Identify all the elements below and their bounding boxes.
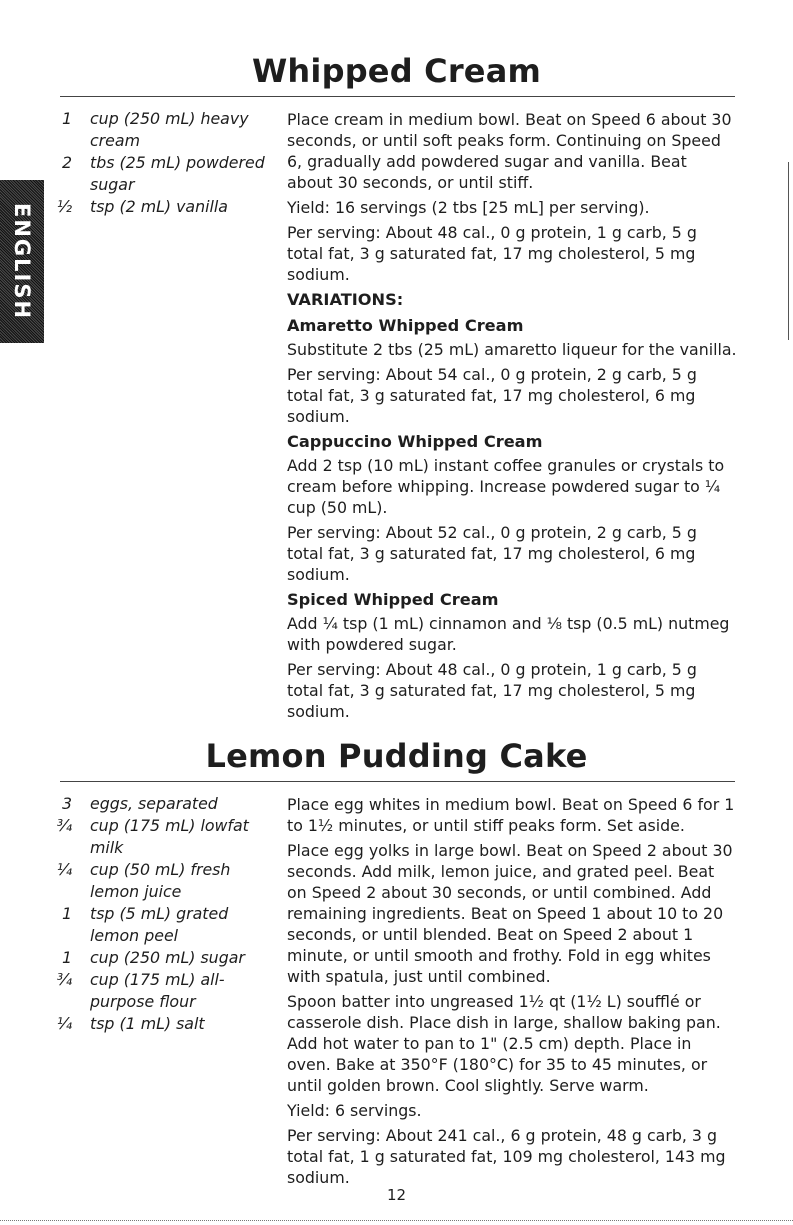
ingredient-item <box>38 196 268 218</box>
variation-text: Add ¼ tsp (1 mL) cinnamon and ⅛ tsp (0.5 mL) nutmeg with powdered sugar. <box>287 614 730 654</box>
ingredient-qty: 1 <box>61 948 72 967</box>
ingredient-item <box>38 903 268 947</box>
variation-nutrition: Per serving: About 52 cal., 0 g protein, 2 g carb, 5 g total fat, 3 g saturated fat, 17 mg cholesterol, 6 mg sodium. <box>287 523 697 584</box>
yield-text: Yield: 6 servings. <box>287 1101 422 1120</box>
method-paragraph: Spoon batter into ungreased 1½ qt (1½ L) soufflé or casserole dish. Place dish in large, shallow baking pan. Add hot water to pan to 1" (2.5 cm) depth. Place in oven. Bake at 350°F (180°C) for 35 to 45 minutes, or until golden brown. Cool slightly. Serve warm. <box>287 992 721 1095</box>
ingredient-item <box>38 108 268 152</box>
ingredient-qty: ½ <box>56 197 72 216</box>
lemon-pudding-cake-rule <box>60 781 735 782</box>
lemon-pudding-cake-method <box>287 794 737 1192</box>
variation-text: Add 2 tsp (10 mL) instant coffee granules or crystals to cream before whipping. Increase powdered sugar to ¼ cup (50 mL). <box>287 456 725 517</box>
ingredient-text: eggs, separated <box>90 794 218 813</box>
ingredient-qty: ¾ <box>56 970 72 989</box>
whipped-cream-method <box>287 109 737 726</box>
ingredient-text: tbs (25 mL) powdered sugar <box>90 153 265 194</box>
whipped-cream-ingredients <box>38 108 268 218</box>
ingredient-text: cup (250 mL) heavy cream <box>90 109 249 150</box>
nutrition-text: Per serving: About 241 cal., 6 g protein, 48 g carb, 3 g total fat, 1 g saturated fat, 109 mg cholesterol, 143 mg sodium. <box>287 1126 726 1187</box>
method-paragraph: Place cream in medium bowl. Beat on Speed 6 about 30 seconds, or until soft peaks form. Continuing on Speed 6, gradually add powdered sugar and vanilla. Beat about 30 seconds, or until stiff. <box>287 110 732 192</box>
variations-heading: VARIATIONS: <box>287 290 404 309</box>
variation-title: Cappuccino Whipped Cream <box>287 432 543 451</box>
ingredient-item <box>38 969 268 1013</box>
whipped-cream-title: Whipped Cream <box>251 52 542 90</box>
ingredient-item <box>38 947 268 969</box>
ingredient-qty: 1 <box>61 904 72 923</box>
whipped-cream-rule <box>60 96 735 97</box>
ingredient-item <box>38 793 268 815</box>
ingredient-item <box>38 152 268 196</box>
variation-nutrition: Per serving: About 48 cal., 0 g protein, 1 g carb, 5 g total fat, 3 g saturated fat, 17 mg cholesterol, 5 mg sodium. <box>287 660 697 721</box>
nutrition-text: Per serving: About 48 cal., 0 g protein, 1 g carb, 5 g total fat, 3 g saturated fat, 17 mg cholesterol, 5 mg sodium. <box>287 223 697 284</box>
ingredient-text: tsp (5 mL) grated lemon peel <box>90 904 229 945</box>
ingredient-qty: 2 <box>61 153 72 172</box>
lemon-pudding-cake-ingredients <box>38 793 268 1035</box>
ingredient-qty: ¼ <box>56 860 72 879</box>
ingredient-qty: ¼ <box>56 1014 72 1033</box>
yield-text: Yield: 16 servings (2 tbs [25 mL] per serving). <box>287 198 650 217</box>
bottom-dotted-rule <box>0 1220 793 1221</box>
page-number: 12 <box>386 1186 407 1204</box>
ingredient-qty: 1 <box>61 109 72 128</box>
method-paragraph: Place egg whites in medium bowl. Beat on Speed 6 for 1 to 1½ minutes, or until stiff peaks form. Set aside. <box>287 795 735 835</box>
language-tab-label: ENGLISH <box>10 202 34 321</box>
ingredient-qty: 3 <box>61 794 72 813</box>
variation-title: Amaretto Whipped Cream <box>287 316 524 335</box>
variation-title: Spiced Whipped Cream <box>287 590 499 609</box>
variation-text: Substitute 2 tbs (25 mL) amaretto liqueur for the vanilla. <box>287 340 737 359</box>
ingredient-item <box>38 859 268 903</box>
variation-nutrition: Per serving: About 54 cal., 0 g protein, 2 g carb, 5 g total fat, 3 g saturated fat, 17 mg cholesterol, 6 mg sodium. <box>287 365 697 426</box>
lemon-pudding-cake-title: Lemon Pudding Cake <box>205 737 588 775</box>
ingredient-item <box>38 815 268 859</box>
ingredient-qty: ¾ <box>56 816 72 835</box>
ingredient-text: tsp (1 mL) salt <box>90 1014 205 1033</box>
ingredient-text: cup (50 mL) fresh lemon juice <box>90 860 231 901</box>
ingredient-text: cup (175 mL) all-purpose flour <box>90 970 225 1011</box>
ingredient-text: cup (175 mL) lowfat milk <box>90 816 249 857</box>
ingredient-item <box>38 1013 268 1035</box>
margin-line <box>788 162 789 340</box>
method-paragraph: Place egg yolks in large bowl. Beat on Speed 2 about 30 seconds. Add milk, lemon juice, and grated peel. Beat on Speed 2 about 30 seconds, or until combined. Add remaining ingredients. Beat on Speed 1 about 10 to 20 seconds, or until blended. Beat on Speed 2 about 1 minute, or until smooth and frothy. Fold in egg whites with spatula, just until combined. <box>287 841 733 986</box>
ingredient-text: tsp (2 mL) vanilla <box>90 197 228 216</box>
ingredient-text: cup (250 mL) sugar <box>90 948 245 967</box>
